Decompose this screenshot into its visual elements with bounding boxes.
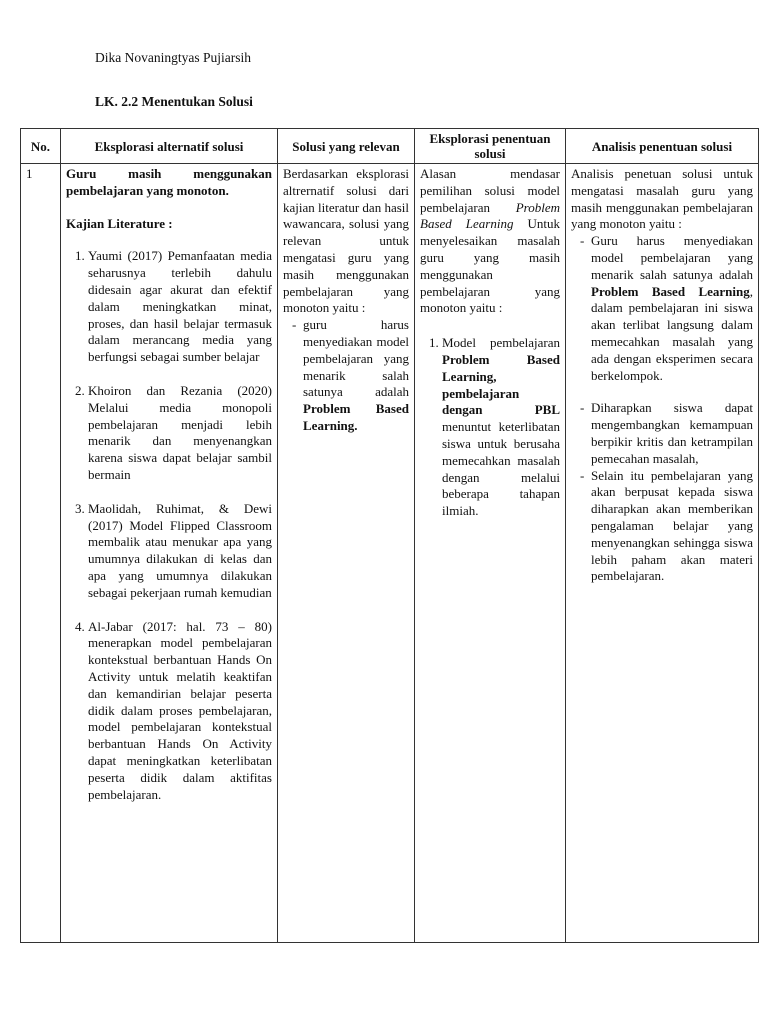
literature-item: 3. Maolidah, Ruhimat, & Dewi (2017) Model Flipped Classroom membalik atau menukar apa yang umumnya dilakukan di kelas dan apa yang umumnya dilakukan sebagai pekerjaan rumah kemudian [88,501,272,602]
penentuan-item-b: menuntut keterlibatan siswa untuk berusaha memecahkan masalah dengan melalui beberapa tahapan ilmiah. [442,419,560,519]
penentuan-item-a: Model pembelajaran [442,335,560,351]
solution-table [20,128,759,943]
analisis-item [591,233,753,384]
analisis-item-a: Guru harus menyediakan model pembelajaran yang menarik salah satunya adalah [591,233,753,282]
penentuan-intro [420,166,560,317]
penentuan-intro-a: Alasan mendasar pemilihan solusi model pembelajaran [420,166,560,215]
solusi-item [303,317,409,435]
spacer [66,232,272,248]
solusi-intro: Berdasarkan eksplorasi altrernatif solusi dari kajian literatur dan hasil wawancara, solusi yang relevan untuk mengatasi guru yang masih menggunakan pembelajaran yang monoton yaitu : [283,166,409,316]
literature-item: 1. Yaumi (2017) Pemanfaatan media seharusnya terlebih dahulu didesain agar akurat dan efektif dalam meningkatkan minat, proses, dan hasil belajar termasuk dalam merancang media yang berfungsi sebagai sumber belajar [88,248,272,366]
literature-item: 2. Khoiron dan Rezania (2020) Melalui media monopoli pembelajaran menjadi lebih menarik dan menyenangkan karena siswa dapat belajar sambil bermain [88,383,272,484]
analisis-item: - Diharapkan siswa dapat mengembangkan kemampuan berpikir kritis dan ketrampilan pemecahan masalah, [591,400,753,467]
solusi-list [283,317,409,435]
cell-eksplorasi-penentuan [415,164,566,943]
problem-statement: Guru masih menggunakan pembelajaran yang monoton. [66,166,272,198]
kajian-heading: Kajian Literature : [66,215,173,231]
penentuan-list [420,335,560,520]
header-analisis: Analisis penentuan solusi [566,129,759,164]
analisis-intro: Analisis penetuan solusi untuk mengatasi masalah guru yang masih menggunakan pembelajaran yang monoton yaitu : [571,166,753,232]
analisis-item: - Selain itu pembelajaran yang akan berpusat kepada siswa diharapkan akan memberikan pengalaman belajar yang menyenangkan sehingga siswa lebih paham akan materi pembelajaran. [591,468,753,586]
analisis-item-b: , dalam pembelajaran ini siswa akan terlibat langsung dalam memecahkan masalah yang ada dengan eksperimen secara berkelompok. [591,283,753,383]
cell-eksplorasi-alternatif [61,164,278,943]
solusi-item-text: guru harus menyediakan model pembelajaran yang menarik salah satunya adalah [303,317,409,400]
analisis-list [571,233,753,585]
table-header-row [21,129,759,164]
penentuan-item [442,335,560,520]
cell-analisis [566,164,759,943]
spacer [66,200,272,216]
spacer [420,317,560,335]
literature-list [66,248,272,803]
cell-no: 1 [21,164,61,943]
analisis-item-bold: Problem Based Learning [591,283,750,299]
penentuan-intro-b: Untuk menyelesaikan masalah guru yang masih menggunakan pembelajaran yang monoton yaitu : [420,216,560,316]
header-no: No. [21,129,61,164]
author-name: Dika Novaningtyas Pujiarsih [95,50,251,65]
penentuan-item-bold: Problem Based Learning, pembelajaran dengan PBL [442,351,560,418]
solusi-item-bold: Problem Based Learning. [303,401,409,433]
header-eksplorasi-alternatif: Eksplorasi alternatif solusi [61,129,278,164]
header-eksplorasi-penentuan: Eksplorasi penentuan solusi [415,129,566,164]
document-title: LK. 2.2 Menentukan Solusi [95,94,253,109]
header-solusi-relevan: Solusi yang relevan [278,129,415,164]
literature-item: 4. Al-Jabar (2017: hal. 73 – 80) menerapkan model pembelajaran kontekstual berbantuan Hands On Activity untuk melatih keaktifan dan kemandirian belajar peserta didik dalam proses pembelajaran, model pembelajaran kontekstual berbantuan Hands On Activity dapat meningkatkan keterlibatan peserta didik dalam aktifitas pembelajaran. [88,619,272,804]
cell-solusi-relevan [278,164,415,943]
table-row [21,164,759,943]
penentuan-intro-italic: Problem Based Learning [420,199,560,232]
